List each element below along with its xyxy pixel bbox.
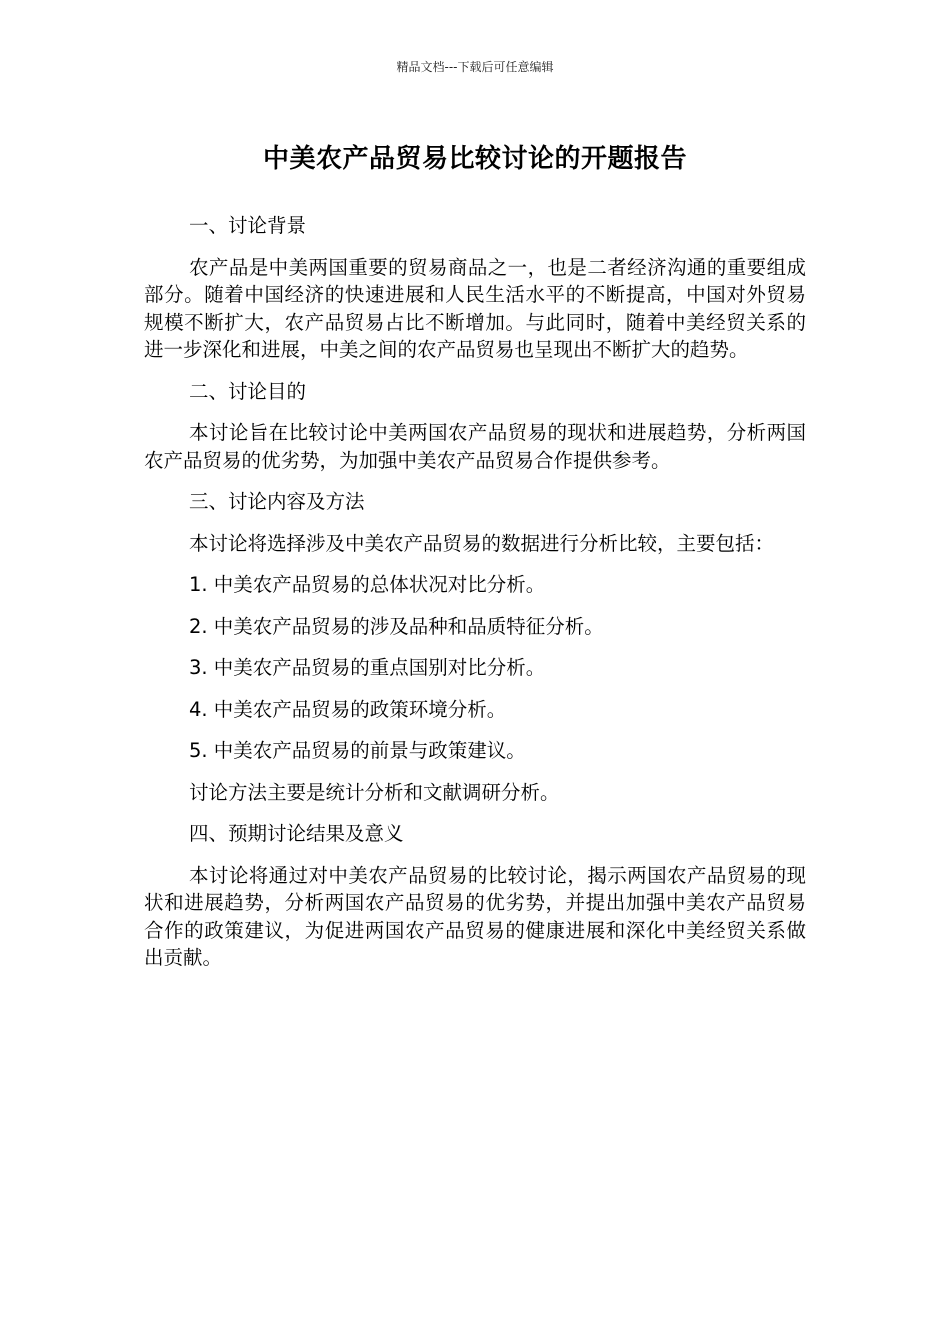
section-heading-purpose: 二、讨论目的 xyxy=(189,379,307,403)
section-method-content: 讨论方法主要是统计分析和文献调研分析。 xyxy=(189,780,560,804)
list-item: 5. 中美农产品贸易的前景与政策建议。 xyxy=(189,739,526,762)
section-paragraph-purpose: 本讨论旨在比较讨论中美两国农产品贸易的现状和进展趋势，分析两国农产品贸易的优劣势，为加强中美农产品贸易合作提供参考。 xyxy=(144,421,806,472)
list-item: 4. 中美农产品贸易的政策环境分析。 xyxy=(189,697,507,721)
list-item: 3. 中美农产品贸易的重点国别对比分析。 xyxy=(189,656,546,679)
section-intro-content: 本讨论将选择涉及中美农产品贸易的数据进行分析比较，主要包括： xyxy=(189,531,775,555)
list-item: 1. 中美农产品贸易的总体状况对比分析。 xyxy=(189,573,546,596)
section-paragraph-results: 本讨论将通过对中美农产品贸易的比较讨论，揭示两国农产品贸易的现状和进展趋势，分析两国农产品贸易的优劣势，并提出加强中美农产品贸易合作的政策建议，为促进两国农产品贸易的健康进展和深化中美经贸关系做出贡献。 xyxy=(144,863,806,969)
content-list xyxy=(144,571,806,765)
document-title: 中美农产品贸易比较讨论的开题报告 xyxy=(262,144,687,174)
section-heading-content: 三、讨论内容及方法 xyxy=(189,490,365,513)
section-heading-background: 一、讨论背景 xyxy=(189,214,307,237)
list-item: 2. 中美农产品贸易的涉及品种和品质特征分析。 xyxy=(189,614,604,638)
section-heading-results: 四、预期讨论结果及意义 xyxy=(189,822,404,845)
section-paragraph-background: 农产品是中美两国重要的贸易商品之一，也是二者经济沟通的重要组成部分。随着中国经济的快速进展和人民生活水平的不断提高，中国对外贸易规模不断扩大，农产品贸易占比不断增加。与此同时，随着中美经贸关系的进一步深化和进展，中美之间的农产品贸易也呈现出不断扩大的趋势。 xyxy=(144,255,806,361)
header-note: 精品文档---下载后可任意编辑 xyxy=(396,60,554,74)
document-body xyxy=(144,212,806,986)
